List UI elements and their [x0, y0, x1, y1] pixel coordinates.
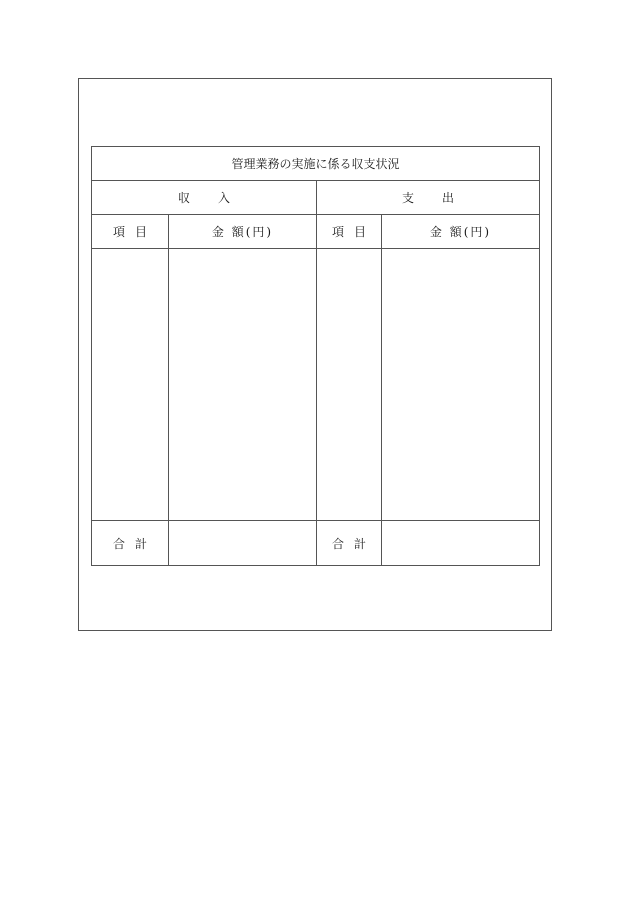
expense-total-cell[interactable]: [382, 521, 540, 566]
income-total-label: 合計: [92, 521, 169, 566]
expense-amount-header: 金 額(円): [382, 215, 540, 249]
income-amount-header: 金 額(円): [169, 215, 317, 249]
income-expense-table: [91, 146, 540, 566]
income-heading: 収入: [92, 181, 317, 215]
expense-item-cell[interactable]: [317, 249, 382, 521]
table-title: 管理業務の実施に係る収支状況: [92, 147, 540, 181]
income-item-cell[interactable]: [92, 249, 169, 521]
income-item-header: 項目: [92, 215, 169, 249]
expense-heading: 支出: [317, 181, 540, 215]
expense-item-header: 項目: [317, 215, 382, 249]
income-total-cell[interactable]: [169, 521, 317, 566]
income-amount-cell[interactable]: [169, 249, 317, 521]
expense-total-label: 合計: [317, 521, 382, 566]
expense-amount-cell[interactable]: [382, 249, 540, 521]
